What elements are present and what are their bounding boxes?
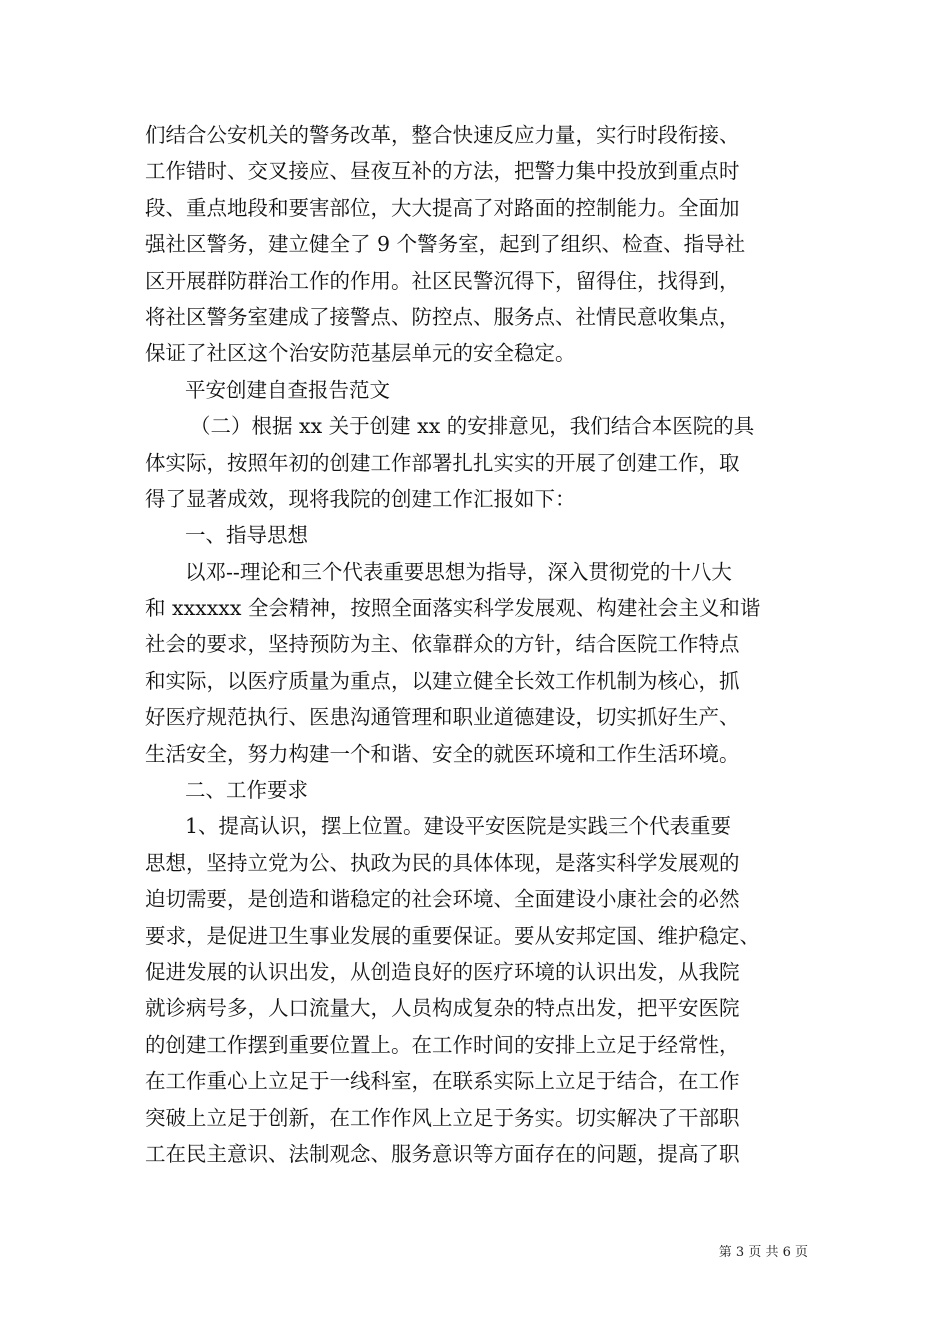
- text-line: 得了显著成效，现将我院的创建工作汇报如下：: [145, 486, 576, 511]
- text-line: 生活安全，努力构建一个和谐、安全的就医环境和工作生活环境。: [145, 741, 740, 766]
- text-line: 要求，是促进卫生事业发展的重要保证。要从安邦定国、维护稳定、: [145, 923, 760, 948]
- text-line: 工作错时、交叉接应、昼夜互补的方法，把警力集中投放到重点时: [145, 159, 740, 184]
- text-line: 段、重点地段和要害部位，大大提高了对路面的控制能力。全面加: [145, 195, 740, 220]
- page-number: 第 3 页 共 6 页: [718, 1245, 808, 1260]
- text-line: 体实际，按照年初的创建工作部署扎扎实实的开展了创建工作，取: [145, 450, 740, 475]
- text-line: 一、指导思想: [185, 523, 308, 548]
- text-line: 和 xxxxxx 全会精神，按照全面落实科学发展观、构建社会主义和谐: [145, 596, 761, 621]
- text-line: （二）根据 xx 关于创建 xx 的安排意见，我们结合本医院的具: [190, 414, 755, 439]
- text-line: 二、工作要求: [185, 778, 308, 803]
- text-line: 1、提高认识，摆上位置。建设平安医院是实践三个代表重要: [185, 814, 732, 839]
- text-line: 工在民主意识、法制观念、服务意识等方面存在的问题，提高了职: [145, 1141, 740, 1166]
- text-line: 将社区警务室建成了接警点、防控点、服务点、社情民意收集点，: [145, 304, 740, 329]
- text-line: 促进发展的认识出发，从创造良好的医疗环境的认识出发，从我院: [145, 959, 740, 984]
- text-line: 区开展群防群治工作的作用。社区民警沉得下，留得住，找得到，: [145, 268, 740, 293]
- text-line: 平安创建自查报告范文: [185, 377, 390, 402]
- text-line: 迫切需要，是创造和谐稳定的社会环境、全面建设小康社会的必然: [145, 887, 740, 912]
- text-line: 的创建工作摆到重要位置上。在工作时间的安排上立足于经常性，: [145, 1032, 740, 1057]
- text-line: 好医疗规范执行、医患沟通管理和职业道德建设，切实抓好生产、: [145, 705, 740, 730]
- text-line: 思想，坚持立党为公、执政为民的具体体现，是落实科学发展观的: [145, 850, 740, 875]
- text-line: 社会的要求，坚持预防为主、依靠群众的方针，结合医院工作特点: [145, 632, 740, 657]
- text-line: 保证了社区这个治安防范基层单元的安全稳定。: [145, 341, 576, 366]
- document-body: [145, 117, 815, 1172]
- text-line: 就诊病号多，人口流量大，人员构成复杂的特点出发，把平安医院: [145, 996, 740, 1021]
- text-line: 以邓--理论和三个代表重要思想为指导，深入贯彻党的十八大: [185, 559, 732, 584]
- text-line: 强社区警务，建立健全了 9 个警务室，起到了组织、检查、指导社: [145, 232, 746, 257]
- text-line: 突破上立足于创新，在工作作风上立足于务实。切实解决了干部职: [145, 1105, 740, 1130]
- text-line: 和实际，以医疗质量为重点，以建立健全长效工作机制为核心，抓: [145, 668, 740, 693]
- text-line: 们结合公安机关的警务改革，整合快速反应力量，实行时段衔接、: [145, 123, 740, 147]
- text-line: 在工作重心上立足于一线科室，在联系实际上立足于结合，在工作: [145, 1069, 740, 1094]
